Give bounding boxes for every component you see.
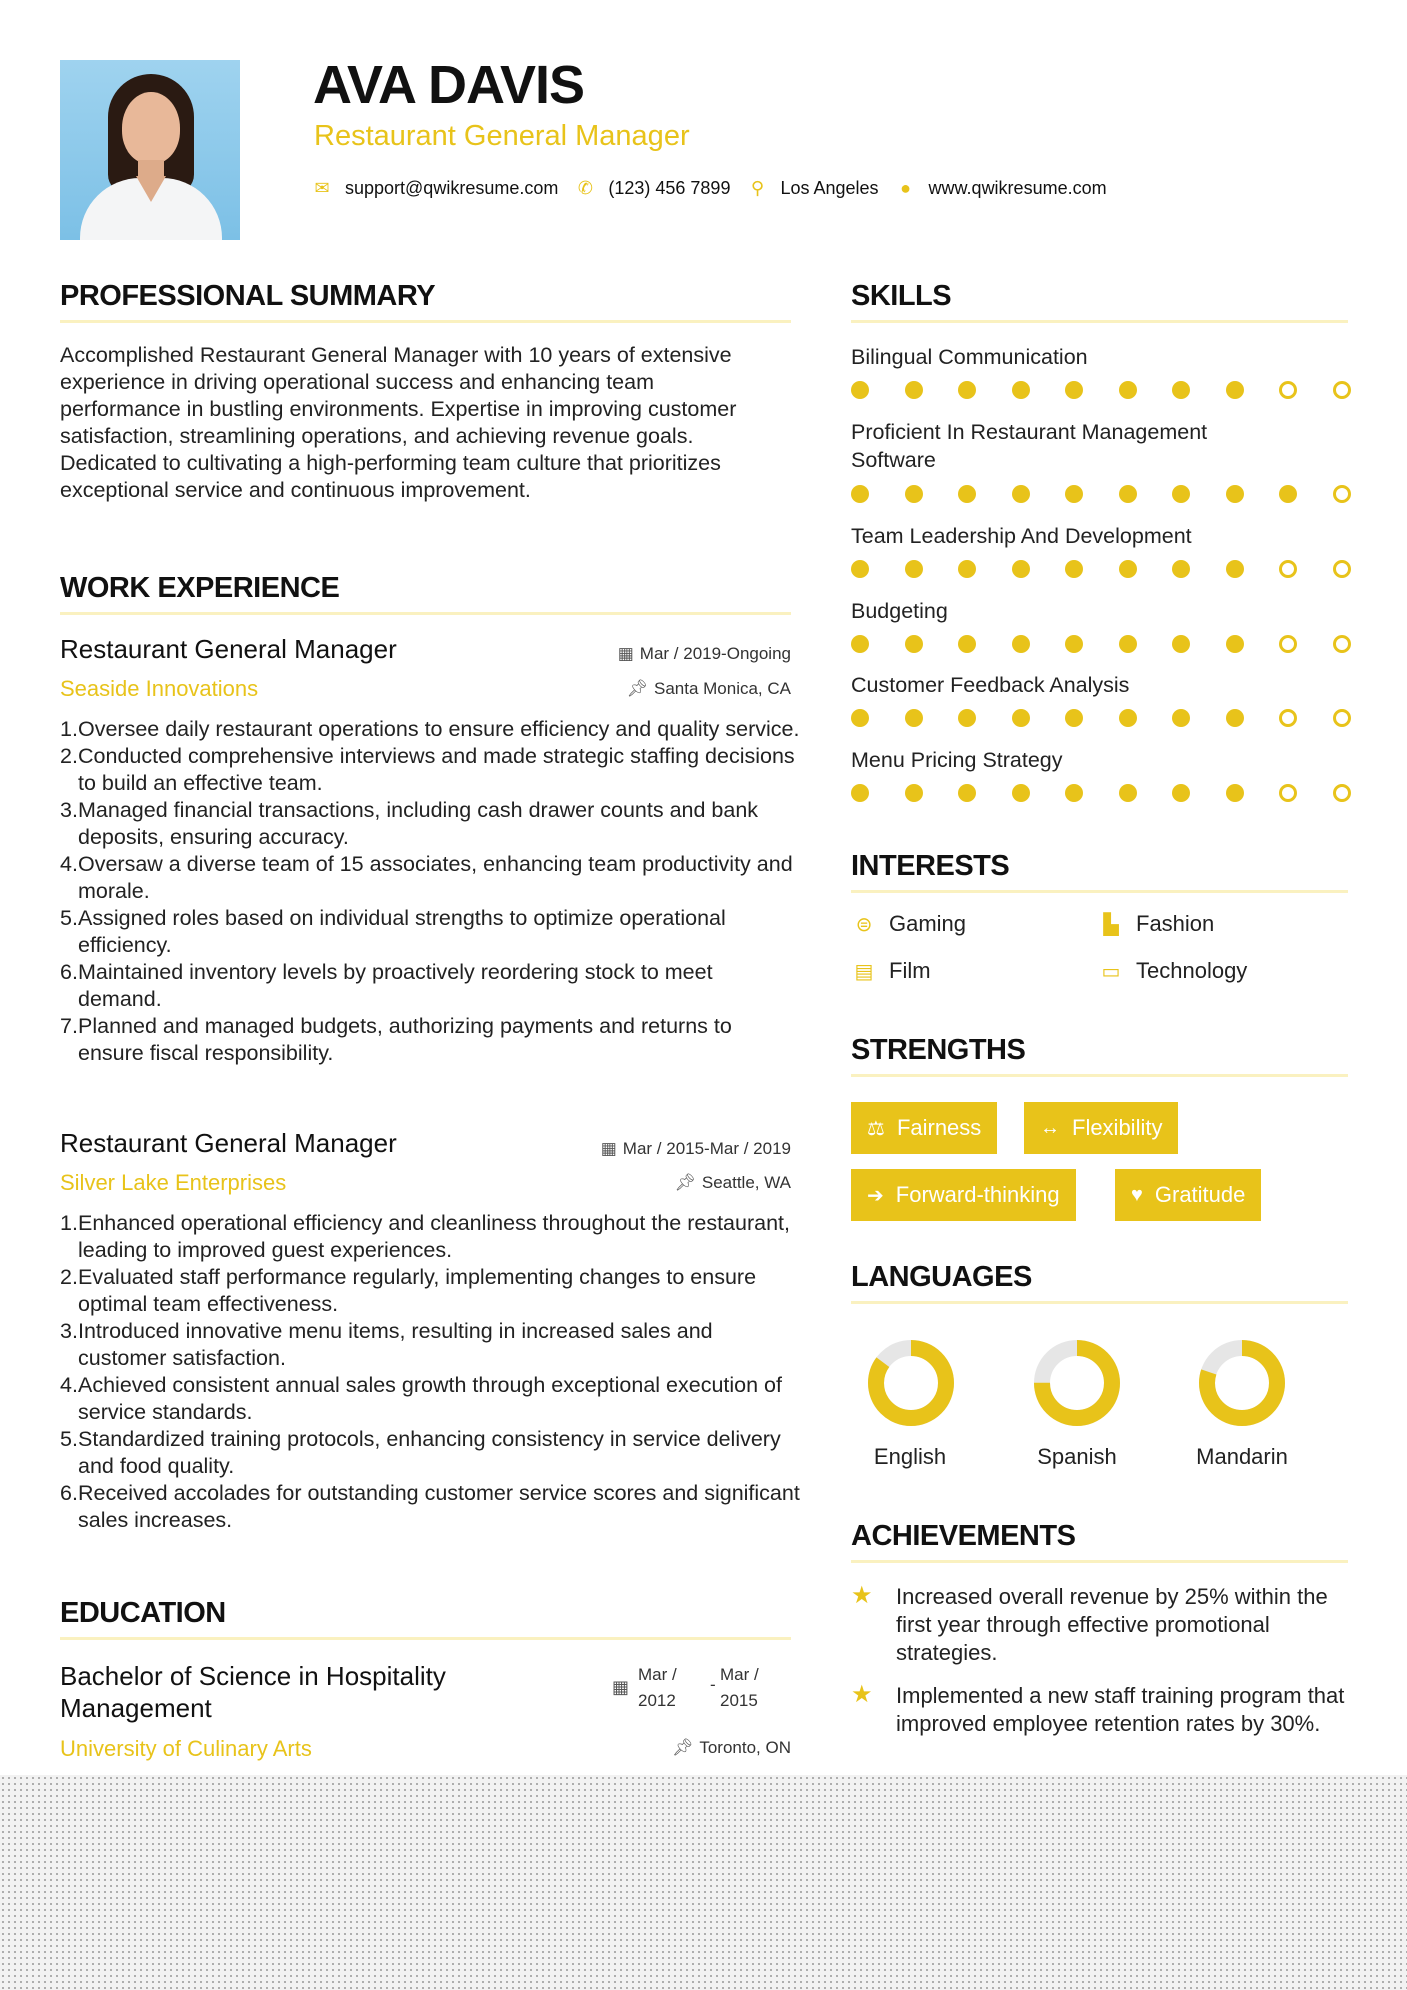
rating-dot-filled [958,635,976,653]
job-dates-text: Mar / 2019-Ongoing [639,644,791,663]
arrows-horizontal-icon: ↔ [1040,1116,1060,1139]
rating-dot-filled [1065,784,1083,802]
section-rule [851,1074,1348,1077]
calendar-icon: ▦ [612,1677,630,1697]
rating-dot-filled [905,560,923,578]
rating-dot-empty [1333,381,1351,399]
globe-icon: ● [900,178,911,198]
interest-label: Technology [1136,958,1248,983]
job-location [674,1174,791,1191]
list-item: Enhanced operational efficiency and cleanliness throughout the restaurant, leading to improved guest experiences. [78,1211,790,1262]
achievement-item [851,1583,1351,1667]
language-name: Mandarin [1196,1444,1288,1469]
contact-location: Los Angeles [780,178,879,198]
rating-dot-filled [1172,635,1190,653]
rating-dot-filled [1119,381,1137,399]
rating-dot-filled [851,709,869,727]
interest-item [851,911,966,937]
shooting-star-icon: ★ [851,1681,873,1708]
section-rule [60,320,791,323]
skill-rating [851,784,1386,802]
rating-dot-filled [1172,709,1190,727]
list-item: Oversee daily restaurant operations to ensure efficiency and quality service. [78,717,800,741]
job-duties-list [60,716,800,1067]
achievement-item [851,1682,1351,1738]
rating-dot-filled [1065,560,1083,578]
section-heading-languages: LANGUAGES [851,1261,1032,1293]
section-rule [851,1560,1348,1563]
shooting-star-icon: ★ [851,1582,873,1609]
interest-label: Fashion [1136,911,1215,936]
education-start-year: 2012 [638,1691,676,1710]
rating-dot-filled [1279,485,1297,503]
strength-label: Gratitude [1154,1182,1246,1207]
rating-dot-empty [1333,485,1351,503]
language-name: Spanish [1037,1444,1117,1469]
interest-item [851,958,931,984]
list-item: Managed financial transactions, including cash drawer counts and bank deposits, ensuring accuracy. [78,798,759,849]
calendar-icon: ▦ [617,644,634,663]
list-item: Evaluated staff performance regularly, implementing changes to ensure optimal team effectiveness. [78,1265,757,1316]
rating-dot-filled [1226,635,1244,653]
degree-title: Bachelor of Science in Hospitality Management [60,1661,446,1723]
rating-dot-filled [1012,635,1030,653]
language-ring [866,1338,956,1428]
interest-label: Gaming [889,911,967,936]
skill-name: Budgeting [851,599,948,623]
balance-scale-icon: ⚖ [867,1117,885,1140]
rating-dot-filled [1119,485,1137,503]
rating-dot-filled [1012,560,1030,578]
skill-rating [851,485,1386,503]
rating-dot-filled [905,485,923,503]
rating-dot-filled [1012,784,1030,802]
summary-text: Accomplished Restaurant General Manager with 10 years of extensive experience in driving operational success and enhancing team performance in bustling environments. Expertise in improving customer satisfaction, streamlining operations, and achieving revenue goals. Dedicated to cultivating a high-performing team culture that prioritizes exceptional service and continuous improvement. [60,343,737,502]
strength-chip [1115,1169,1261,1221]
rating-dot-filled [851,381,869,399]
interest-label: Film [889,958,931,983]
job-title: Restaurant General Manager [60,1128,397,1158]
rating-dot-filled [958,381,976,399]
rating-dot-filled [1226,485,1244,503]
rating-dot-empty [1333,560,1351,578]
section-rule [60,612,791,615]
education-end-month: Mar / [720,1665,759,1684]
rating-dot-filled [1065,709,1083,727]
rating-dot-filled [1065,485,1083,503]
section-heading-achievements: ACHIEVEMENTS [851,1520,1076,1552]
contact-website[interactable]: www.qwikresume.com [928,178,1107,198]
job-dates [618,645,791,662]
strength-label: Forward-thinking [895,1182,1060,1207]
job-location-text: Santa Monica, CA [653,679,791,698]
rating-dot-filled [958,560,976,578]
contact-phone[interactable]: (123) 456 7899 [608,178,731,198]
list-item: Conducted comprehensive interviews and made strategic staffing decisions to build an effective team. [78,744,795,795]
strength-chip [851,1102,997,1154]
interest-item [1098,958,1247,984]
job-dates-text: Mar / 2015-Mar / 2019 [622,1139,791,1158]
list-item: Assigned roles based on individual strengths to optimize operational efficiency. [78,906,726,957]
rating-dot-filled [1172,381,1190,399]
skill-rating [851,635,1386,653]
education-location-text: Toronto, ON [699,1738,791,1757]
map-marker-icon: ⚲ [750,178,765,198]
education-end-year: 2015 [720,1691,758,1710]
skill-name: Menu Pricing Strategy [851,748,1063,772]
language-ring [1197,1338,1287,1428]
pushpin-icon: 📌︎ [671,1738,694,1757]
rating-dot-filled [1226,560,1244,578]
rating-dot-filled [851,485,869,503]
phone-icon: ✆ [577,178,593,198]
rating-dot-filled [1226,784,1244,802]
section-rule [851,890,1348,893]
list-item: Oversaw a diverse team of 15 associates, enhancing team productivity and morale. [78,852,793,903]
job-company: Seaside Innovations [60,676,259,701]
job-duties-list [60,1210,800,1534]
achievement-text: Implemented a new staff training program that improved employee retention rates by 30%. [896,1683,1345,1736]
rating-dot-filled [1226,381,1244,399]
envelope-icon: ✉ [314,178,330,198]
skill-name: Proficient In Restaurant Management Software [851,420,1208,472]
film-icon: ▤ [854,960,874,983]
rating-dot-filled [1119,560,1137,578]
rating-dot-filled [1119,784,1137,802]
section-rule [60,1637,791,1640]
strength-label: Flexibility [1072,1115,1163,1140]
list-item: Achieved consistent annual sales growth through exceptional execution of service standards. [78,1373,782,1424]
rating-dot-empty [1279,635,1297,653]
strength-chip [1024,1102,1178,1154]
rating-dot-empty [1333,635,1351,653]
list-item: Standardized training protocols, enhancing consistency in service delivery and food quality. [78,1427,781,1478]
strength-label: Fairness [896,1115,982,1140]
section-rule [851,320,1348,323]
pushpin-icon: 📌︎ [626,679,648,698]
section-heading-interests: INTERESTS [851,850,1010,882]
list-item: Introduced innovative menu items, resulting in increased sales and customer satisfaction. [78,1319,713,1370]
candidate-name: AVA DAVIS [313,55,585,115]
rating-dot-filled [1226,709,1244,727]
rating-dot-filled [905,709,923,727]
list-item: Received accolades for outstanding customer service scores and significant sales increases. [78,1481,800,1532]
skill-rating [851,560,1386,578]
rating-dot-empty [1333,784,1351,802]
section-rule [851,1301,1348,1304]
rating-dot-filled [1172,485,1190,503]
language-ring [1032,1338,1122,1428]
heart-icon: ♥ [1131,1183,1143,1206]
rating-dot-filled [1012,485,1030,503]
skill-name: Team Leadership And Development [851,524,1192,548]
calendar-icon: ▦ [600,1139,617,1158]
date-separator: - [710,1675,716,1694]
school-name: University of Culinary Arts [60,1736,312,1761]
rating-dot-filled [905,784,923,802]
job-dates [601,1140,791,1157]
interest-item [1098,911,1214,937]
rating-dot-filled [958,784,976,802]
job-title: Restaurant General Manager [60,634,397,664]
skill-rating [851,709,1386,727]
rating-dot-filled [1119,709,1137,727]
rating-dot-filled [905,381,923,399]
contact-bar [313,178,1125,199]
education-location [672,1739,791,1756]
education-end [720,1662,759,1714]
rating-dot-empty [1279,560,1297,578]
strength-chip [851,1169,1076,1221]
education-start-month: Mar / [638,1665,677,1684]
shopping-bag-icon: ▙ [1103,913,1119,936]
section-heading-strengths: STRENGTHS [851,1034,1026,1066]
education-start [638,1662,677,1714]
rating-dot-filled [1012,709,1030,727]
achievement-text: Increased overall revenue by 25% within the first year through effective promotional strategies. [896,1584,1328,1665]
list-item: Maintained inventory levels by proactively reordering stock to meet demand. [78,960,713,1011]
skill-rating [851,381,1386,399]
skill-name: Bilingual Communication [851,345,1088,369]
candidate-title: Restaurant General Manager [314,120,690,152]
page-cutoff-overlay [0,1775,1407,1990]
section-heading-education: EDUCATION [60,1597,226,1629]
rating-dot-filled [1172,560,1190,578]
job-location-text: Seattle, WA [701,1173,791,1192]
laptop-icon: ▭ [1101,960,1121,983]
rating-dot-filled [1012,381,1030,399]
skill-name: Customer Feedback Analysis [851,673,1130,697]
rating-dot-filled [851,560,869,578]
rating-dot-empty [1333,709,1351,727]
rating-dot-empty [1279,784,1297,802]
rating-dot-empty [1279,381,1297,399]
rating-dot-filled [958,485,976,503]
pushpin-icon: 📌︎ [674,1173,696,1192]
gamepad-icon: ⊜ [855,913,873,936]
rating-dot-filled [1065,381,1083,399]
language-name: English [873,1444,947,1469]
section-heading-skills: SKILLS [851,280,952,312]
contact-email[interactable]: support@qwikresume.com [345,178,559,198]
section-heading-experience: WORK EXPERIENCE [60,572,340,604]
rating-dot-filled [1172,784,1190,802]
rating-dot-filled [905,635,923,653]
rating-dot-filled [851,635,869,653]
arrow-right-icon: ➔ [867,1184,884,1207]
profile-photo [60,60,240,240]
job-company: Silver Lake Enterprises [60,1170,287,1195]
rating-dot-filled [851,784,869,802]
list-item: Planned and managed budgets, authorizing payments and returns to ensure fiscal responsibility. [78,1014,732,1065]
rating-dot-filled [1119,635,1137,653]
rating-dot-filled [1065,635,1083,653]
rating-dot-empty [1279,709,1297,727]
rating-dot-filled [958,709,976,727]
section-heading-summary: PROFESSIONAL SUMMARY [60,280,436,312]
job-location [626,680,791,697]
